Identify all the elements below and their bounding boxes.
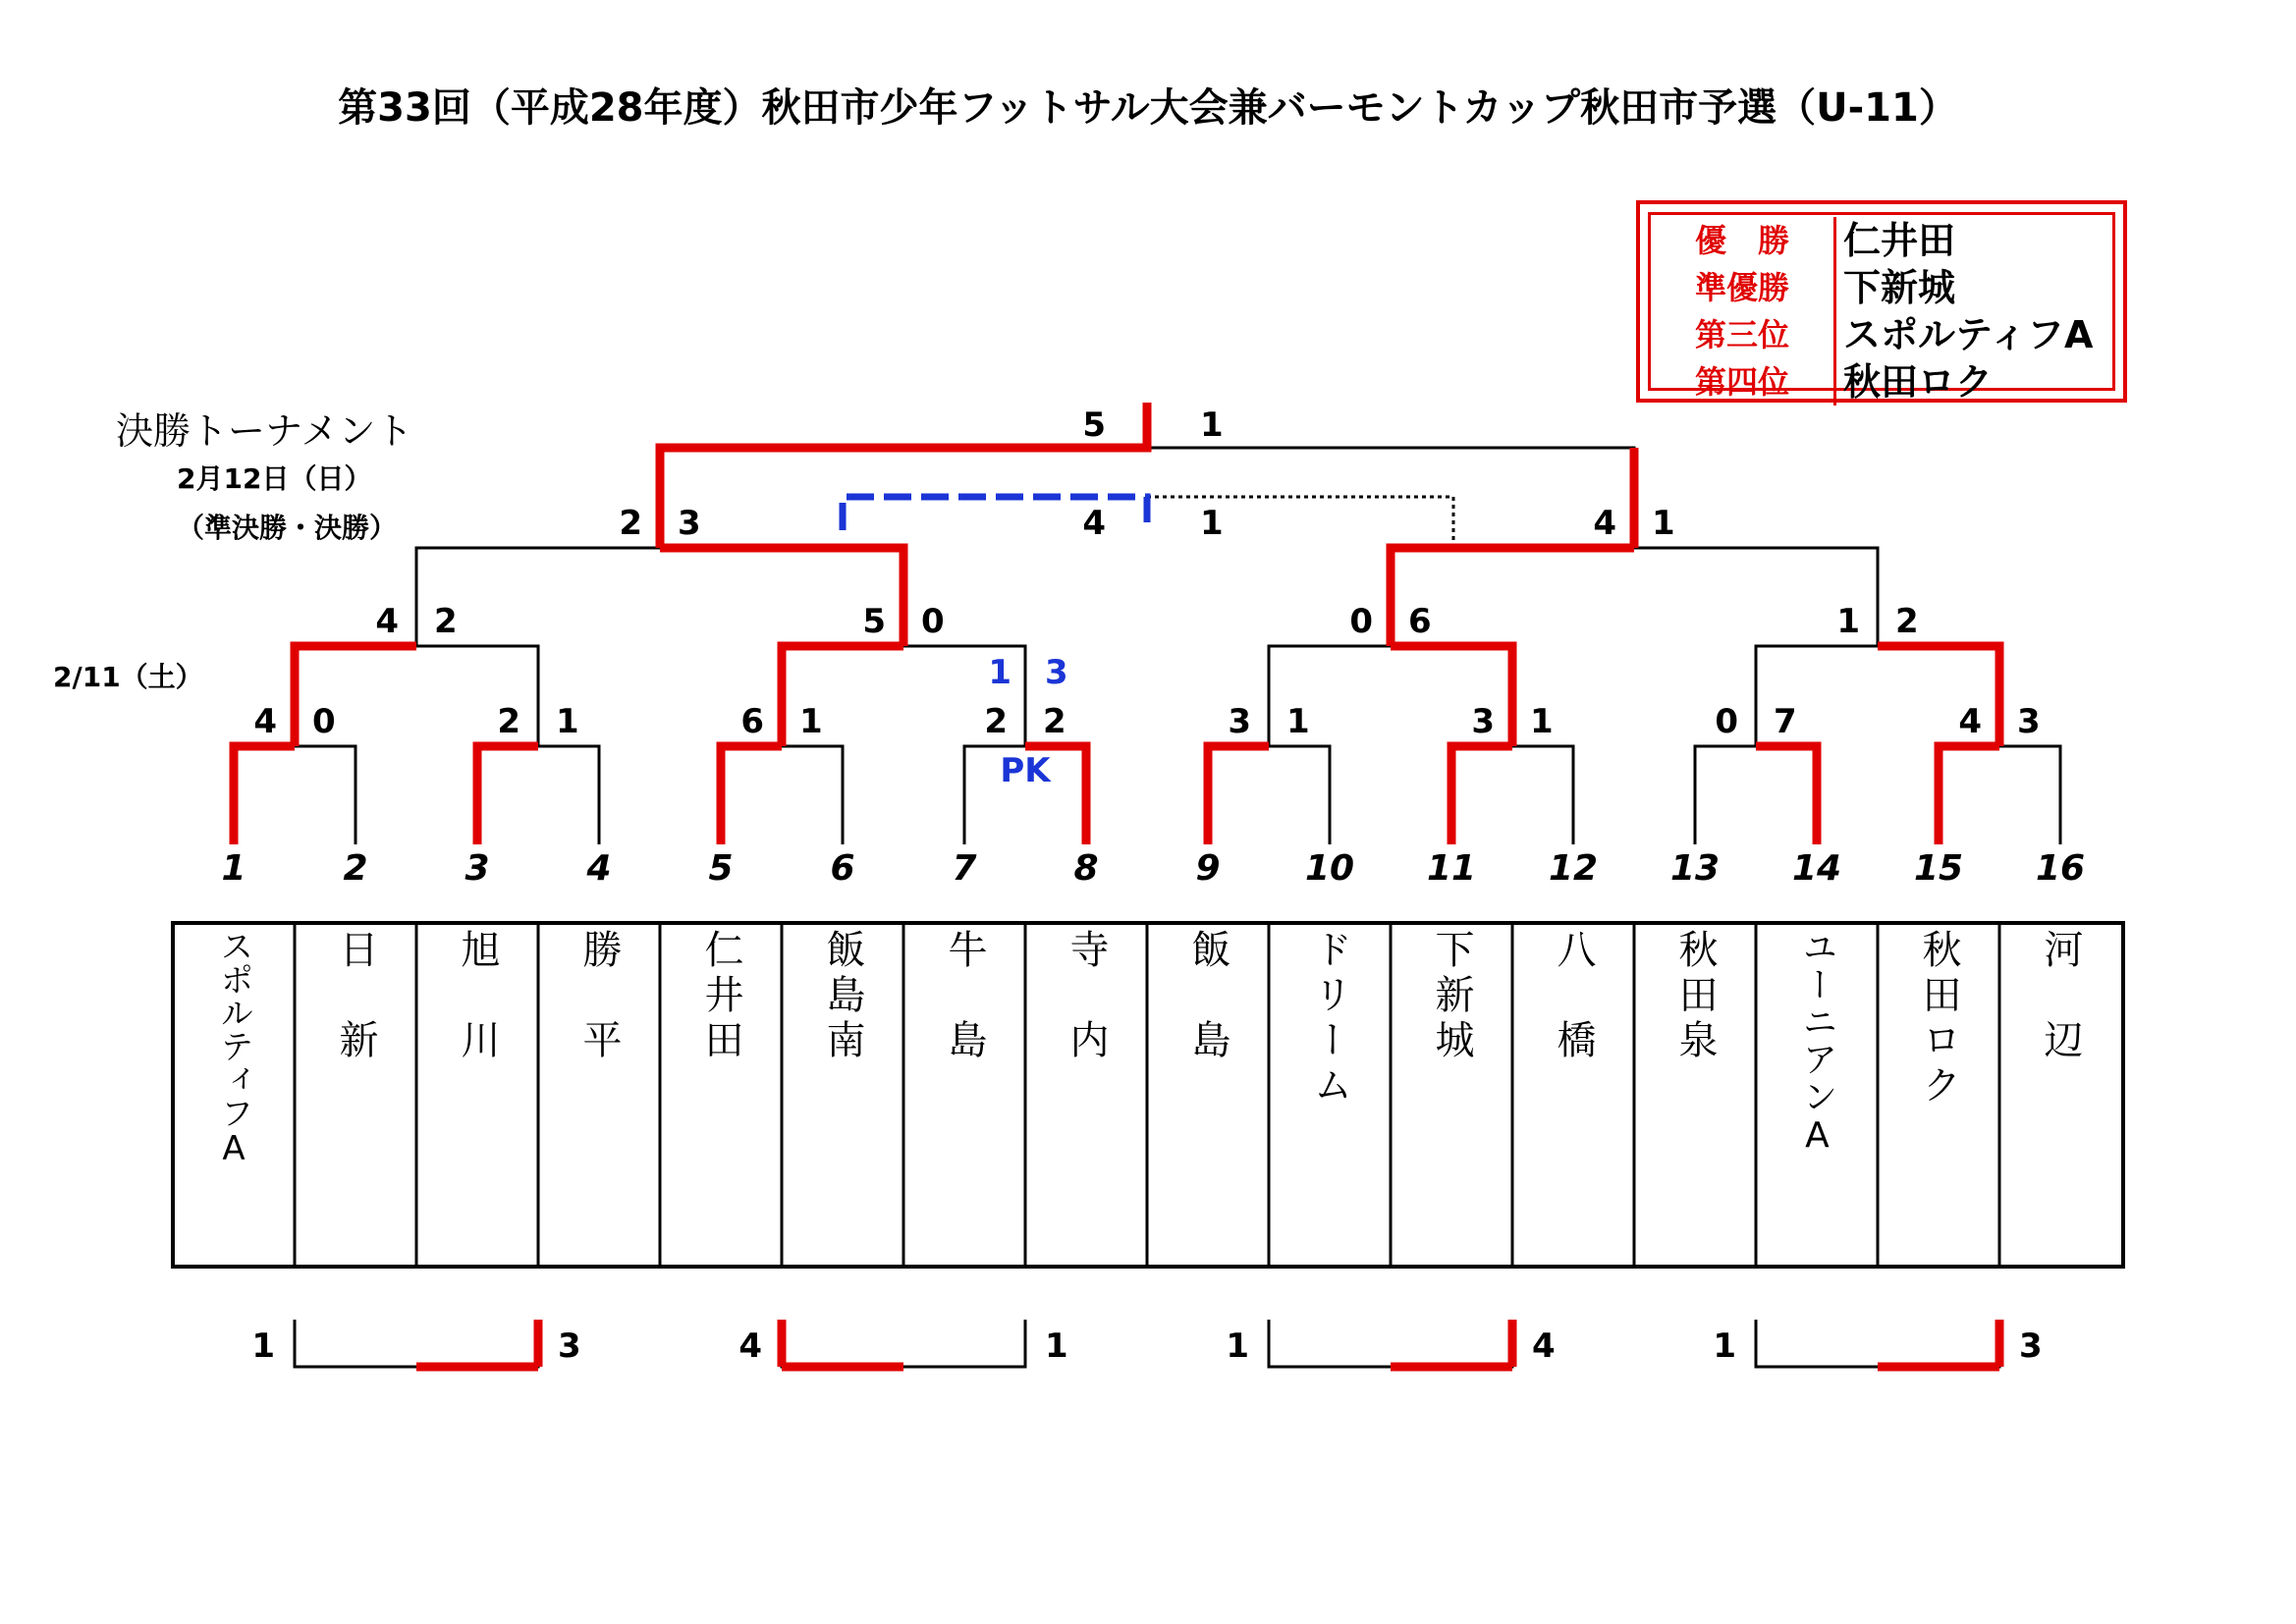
summary-value: 秋田ロク xyxy=(1843,360,1994,404)
seed-number: 10 xyxy=(1304,848,1355,889)
page-title: 第33回（平成28年度）秋田市少年フットサル大会兼バーモントカップ秋田市予選（U-11） xyxy=(338,85,1958,131)
score: 5 xyxy=(862,602,886,641)
seed-number: 16 xyxy=(2035,848,2086,889)
score: 1 xyxy=(1836,602,1860,641)
summary-label: 準優勝 xyxy=(1651,264,1836,311)
score: 2 xyxy=(984,702,1008,741)
score: 1 xyxy=(1286,702,1310,741)
team-name: ドリーム xyxy=(1307,929,1352,1110)
team-name: 秋田泉 xyxy=(1672,929,1718,1064)
team-name: 日 新 xyxy=(333,929,378,1064)
quarterfinal-scores xyxy=(375,602,1918,641)
score: 3 xyxy=(2019,1326,2043,1366)
summary-value: 下新城 xyxy=(1843,266,1956,309)
score: 4 xyxy=(1958,702,1982,741)
score: 1 xyxy=(1530,702,1554,741)
team-cell xyxy=(1391,923,1512,1267)
score: 0 xyxy=(1349,602,1373,641)
pk-score: 3 xyxy=(1045,653,1068,692)
team-cell xyxy=(1999,923,2121,1267)
score: 1 xyxy=(799,702,823,741)
team-cell xyxy=(416,923,538,1267)
score: 1 xyxy=(1045,1326,1068,1366)
seed-number: 4 xyxy=(586,848,612,889)
team-name: ユーニアンA xyxy=(1797,929,1837,1158)
score: 1 xyxy=(1652,504,1675,543)
summary-value: スポルティフA xyxy=(1843,313,2094,356)
score: 2 xyxy=(1895,602,1919,641)
team-cell xyxy=(660,923,782,1267)
score: 3 xyxy=(1228,702,1251,741)
score: 6 xyxy=(740,702,764,741)
pk-label: PK xyxy=(1000,751,1051,790)
team-cell xyxy=(1756,923,1878,1267)
team-cell xyxy=(1025,923,1147,1267)
seed-number: 2 xyxy=(343,848,368,889)
seed-number: 11 xyxy=(1426,848,1477,889)
score: 2 xyxy=(434,602,458,641)
team-name: 秋田ロク xyxy=(1916,929,1961,1110)
team-cell xyxy=(1269,923,1391,1267)
final-score: 5 xyxy=(1082,406,1106,445)
seed-number: 6 xyxy=(830,848,855,889)
team-cell xyxy=(903,923,1025,1267)
seed-number: 15 xyxy=(1913,848,1964,889)
score: 4 xyxy=(738,1326,762,1366)
seed-number: 14 xyxy=(1791,848,1842,889)
team-cell xyxy=(295,923,416,1267)
score: 0 xyxy=(1715,702,1738,741)
team-name: 飯 島 xyxy=(1185,929,1230,1064)
team-cell xyxy=(1147,923,1269,1267)
final-score: 1 xyxy=(1200,406,1224,445)
summary-label: 第三位 xyxy=(1651,311,1836,358)
score: 4 xyxy=(253,702,277,741)
team-cell xyxy=(173,923,295,1267)
score: 2 xyxy=(619,504,642,543)
score: 6 xyxy=(1408,602,1432,641)
score: 3 xyxy=(2017,702,2041,741)
seed-number: 13 xyxy=(1669,848,1721,889)
team-cell xyxy=(1512,923,1634,1267)
seed-number: 12 xyxy=(1548,848,1599,889)
team-name: 八 橋 xyxy=(1551,929,1596,1064)
seed-number: 1 xyxy=(221,848,246,889)
score: 2 xyxy=(497,702,520,741)
pk-score: 1 xyxy=(988,653,1011,692)
seed-number: 9 xyxy=(1195,848,1221,889)
score: 2 xyxy=(1043,702,1066,741)
team-cell xyxy=(1878,923,1999,1267)
section-title: 決勝トーナメント xyxy=(116,409,413,453)
seed-numbers xyxy=(221,848,2085,889)
summary-label: 第四位 xyxy=(1651,358,1836,406)
score: 7 xyxy=(1774,702,1797,741)
summary-label: 優 勝 xyxy=(1651,217,1836,264)
score: 1 xyxy=(1713,1326,1736,1366)
team-name: 仁井田 xyxy=(698,929,743,1064)
third-place-line-loser xyxy=(1147,497,1453,542)
score: 4 xyxy=(375,602,399,641)
team-cell xyxy=(1634,923,1756,1267)
score: 0 xyxy=(312,702,336,741)
team-name: 下新城 xyxy=(1429,929,1474,1064)
seed-number: 7 xyxy=(952,848,977,889)
score: 1 xyxy=(1226,1326,1249,1366)
team-name: 寺 内 xyxy=(1064,929,1109,1064)
team-name: 勝 平 xyxy=(576,929,622,1064)
score: 3 xyxy=(558,1326,581,1366)
round1-scores xyxy=(253,653,2040,790)
seed-number: 3 xyxy=(465,848,490,889)
score: 4 xyxy=(1532,1326,1556,1366)
team-cell xyxy=(538,923,660,1267)
team-name: 牛 島 xyxy=(942,929,987,1064)
final-rounds-label: （準決勝・決勝） xyxy=(177,512,398,544)
first-day-label: 2/11（土） xyxy=(53,661,203,693)
score: 1 xyxy=(251,1326,275,1366)
team-name: 河 辺 xyxy=(2038,929,2083,1064)
team-name: 飯島南 xyxy=(820,929,865,1064)
score: 3 xyxy=(678,504,701,543)
score: 1 xyxy=(556,702,579,741)
seed-number: 5 xyxy=(708,848,734,889)
consolation-scores xyxy=(251,1326,2042,1366)
score: 0 xyxy=(921,602,945,641)
summary-value: 仁井田 xyxy=(1843,219,1956,262)
seed-number: 8 xyxy=(1073,848,1099,889)
third-place-score: 4 xyxy=(1082,504,1106,543)
third-place-score: 1 xyxy=(1200,504,1224,543)
team-name: スポルティフA xyxy=(214,929,253,1168)
score: 3 xyxy=(1471,702,1495,741)
final-day-label: 2月12日（日） xyxy=(177,462,372,495)
score: 4 xyxy=(1593,504,1616,543)
team-cell xyxy=(782,923,903,1267)
team-name: 旭 川 xyxy=(455,929,500,1064)
